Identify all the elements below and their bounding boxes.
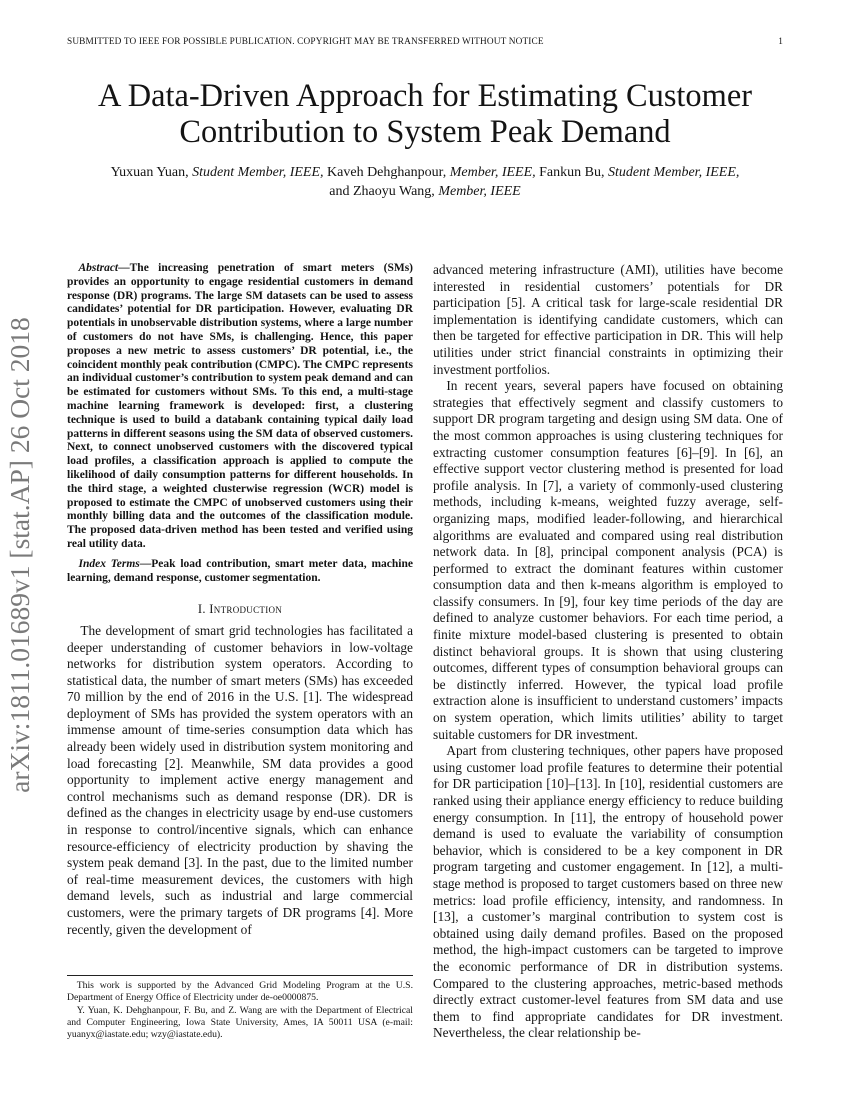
funding-footnote: This work is supported by the Advanced Grid Modeling Program at the U.S. Department of Energy Office of Electricity under de-oe0000875. — [67, 980, 413, 1004]
abstract — [67, 262, 413, 552]
copyright-notice: SUBMITTED TO IEEE FOR POSSIBLE PUBLICATION. COPYRIGHT MAY BE TRANSFERRED WITHOUT NOTICE — [67, 37, 544, 47]
abstract-text: —The increasing penetration of smart meters (SMs) provides an opportunity to engage residential customers in demand response (DR) programs. The large SM datasets can be used to assess candidates’ potential for DR participation. However, evaluating DR potentials in unobservable distribution systems, where a large number of customers do not have SMs, is challenging. Hence, this paper proposes a new metric to assess customers’ DR potential, i.e., the coincident monthly peak contribution (CMPC). The CMPC represents an individual customer’s contribution to system peak demand and can be estimated for customers without SMs. To this end, a multi-stage machine learning framework is developed: first, a clustering technique is used to build a databank containing typical daily load patterns in different seasons using the SM data of observed customers. Next, to connect unobserved customers with the discovered typical load profiles, a classification approach is applied to compute the likelihood of daily consumption patterns for different households. In the third stage, a weighted clusterwise regression (WCR) model is proposed to estimate the CMPC of unobserved customers using their monthly billing data and the outcomes of the classification module. The proposed data-driven method has been tested and verified using real utility data. — [67, 262, 413, 550]
authors-line-1: Yuxuan Yuan, Student Member, IEEE, Kaveh Dehghanpour, Member, IEEE, Fankun Bu, Student Member, IEEE, — [110, 165, 740, 180]
section-numeral: I. — [197, 602, 210, 617]
index-terms-text: —Peak load contribution, smart meter data, machine learning, demand response, customer segmentation. — [67, 557, 413, 584]
page-number: 1 — [778, 37, 783, 47]
title-line-1: A Data-Driven Approach for Estimating Customer — [98, 78, 752, 114]
index-terms-label: Index Terms — [78, 557, 140, 570]
author-list — [60, 163, 790, 201]
body-paragraph: advanced metering infrastructure (AMI), utilities have become interested in residential customers’ potentials for DR participation [5]. A critical task for large-scale residential DR implementation is identifying candidate customers, which can then be targeted for effective participation in DR. This will help utilities under strict financial constraints in optimizing their investment portfolios. — [433, 262, 783, 377]
affiliation-footnote: Y. Yuan, K. Dehghanpour, F. Bu, and Z. Wang are with the Department of Electrical and Computer Engineering, Iowa State University, Ames, IA 50011 USA (e-mail: yuanyx@iastate.edu; wzy@iastate.edu). — [67, 1004, 413, 1041]
left-column — [67, 262, 413, 938]
index-terms — [67, 558, 413, 586]
intro-paragraph: The development of smart grid technologies has facilitated a deeper understanding of customer behaviors in low-voltage networks for distribution system operators. According to statistical data, the number of smart meters (SMs) has exceeded 70 million by the end of 2016 in the U.S. [1]. The widespread deployment of SMs has provided the system operators with an immense amount of time-series consumption data which has already been widely used in distribution system monitoring and load forecasting [2]. Meanwhile, SM data provides a good opportunity to implement active energy management and control mechanisms such as demand response (DR). DR is defined as the changes in electricity usage by end-use customers in response to control/incentive signals, which can enhance resource-efficiency of electricity production by shaving the system peak demand [3]. In the past, due to the limited number of real-time measurement devices, the customers with high demand levels, such as industrial and large commercial customers, were the primary targets of DR programs [4]. More recently, given the development of — [67, 622, 413, 937]
section-title: Introduction — [209, 602, 283, 617]
arxiv-watermark: arXiv:1811.01689v1 [stat.AP] 26 Oct 2018 — [4, 317, 35, 793]
running-header — [67, 37, 783, 47]
section-heading — [67, 601, 413, 618]
authors-line-2: and Zhaoyu Wang, Member, IEEE — [329, 184, 521, 199]
abstract-label: Abstract — [78, 262, 119, 274]
right-column — [433, 262, 783, 1042]
title-line-2: Contribution to System Peak Demand — [179, 114, 671, 150]
footnotes — [67, 975, 413, 1041]
body-paragraph: Apart from clustering techniques, other papers have proposed using customer load profile features to determine their potential for DR participation [10]–[13]. In [10], residential customers are ranked using their appliance energy efficiency to reduce building energy consumption. In [11], the entropy of household power demand is used to evaluate the variability of consumption behavior, which is considered to be a key component in DR program targeting and customer engagement. In [12], a multi-stage method is proposed to target customers based on three new metrics: load profile efficiency, intensity, and randomness. In [13], a customer’s marginal contribution to system cost is obtained using daily demand profiles. Based on the proposed method, the high-impact customers can be targeted to improve the economic performance of DR in distribution systems. Compared to the clustering approaches, metric-based methods directly extract customer-level features from SM data and use them to find appropriate candidates for DR investment. Nevertheless, the clear relationship be- — [433, 743, 783, 1041]
body-paragraph: In recent years, several papers have focused on obtaining strategies that effectively segment and classify customers to support DR program targeting and design using SM data. One of the most common approaches is using clustering techniques for extracting customer consumption features [6]–[9]. In [6], an effective support vector clustering method is presented for load profile analysis. In [7], a variety of commonly-used clustering methods, including k-means, weighted fuzzy average, self-organizing maps, modified leader-following, and hierarchical algorithms are evaluated and compared using real distribution network data. In [8], principal component analysis (PCA) is performed to extract the dominant features within customer consumption data and then k-means algorithm is employed to classify consumers. In [9], four key time periods of the day are defined to analyze customer behaviors. For each time period, a finite mixture model-based clustering is presented to obtain distinct behavioral groups. It is shown that using clustering outcomes, different types of consumption behavioral groups can be distinctly inferred. However, the typical load profile extraction alone is insufficient to understand customers’ impacts on system operation, which limits utilities’ ability to target suitable customers for DR investment. — [433, 378, 783, 742]
paper-title — [40, 78, 810, 150]
